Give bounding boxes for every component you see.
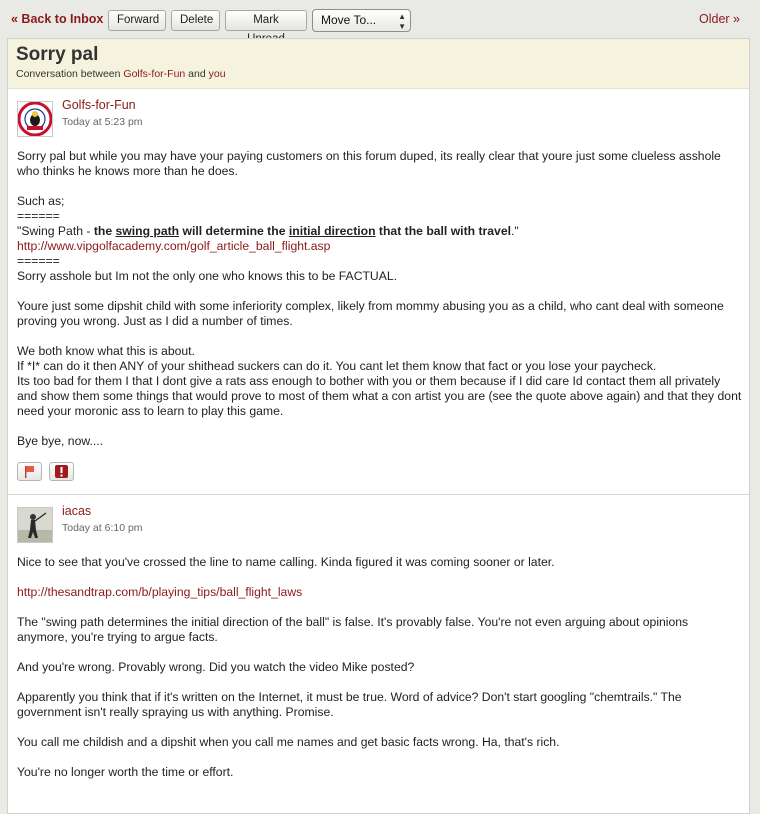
quote-text: swing path: [115, 224, 180, 238]
message-body: [17, 555, 742, 795]
paragraph: The "swing path determines the initial direction of the ball" is false. It's provably false. You're not even arguing about opinions anymore, you're trying to argue facts.: [17, 615, 689, 644]
quote-text: will determine the: [179, 224, 289, 238]
conversation-title: Sorry pal: [16, 44, 99, 65]
mark-unread-button[interactable]: Mark: [225, 10, 307, 31]
message-author[interactable]: Golfs-for-Fun: [62, 98, 136, 112]
paragraph: [17, 194, 742, 284]
paragraph: You call me childish and a dipshit when you call me names and get basic facts wrong. Ha, that's rich.: [17, 735, 560, 749]
article-link[interactable]: http://thesandtrap.com/b/playing_tips/ball_flight_laws: [17, 585, 303, 599]
quote-text: that the ball with travel: [375, 224, 511, 238]
quote-text: .": [510, 224, 519, 238]
message-time: Today at 6:10 pm: [62, 522, 143, 534]
subtitle-prefix: Conversation between: [16, 68, 124, 80]
paragraph: Nice to see that you've crossed the line to name calling. Kinda figured it was coming sooner or later.: [17, 555, 555, 569]
chevron-updown-icon: ▲ ▼: [398, 12, 406, 31]
flag-button[interactable]: [17, 462, 42, 481]
participant-you-link[interactable]: you: [208, 68, 226, 80]
paragraph: And you're wrong. Provably wrong. Did you watch the video Mike posted?: [17, 660, 415, 674]
golf-logo-icon: [18, 102, 52, 136]
conversation-header: [8, 39, 749, 89]
paragraph: Apparently you think that if it's written on the Internet, it must be true. Word of advice? Don't start googling "chemtrails." The government isn't really spraying us with anything. Promise.: [17, 690, 682, 719]
text-line: ======: [17, 209, 60, 223]
text-line: Such as;: [17, 194, 65, 208]
report-button[interactable]: [49, 462, 74, 481]
quote-text: "Swing Path -: [17, 224, 94, 238]
paragraph: [17, 585, 742, 600]
participant-link[interactable]: Golfs-for-Fun: [123, 68, 186, 80]
text-line: Sorry asshole but Im not the only one who knows this to be FACTUAL.: [17, 269, 398, 283]
quote-text: initial direction: [288, 224, 376, 238]
paragraph: [17, 344, 742, 419]
report-icon: [50, 463, 73, 480]
paragraph: You're no longer worth the time or effort.: [17, 765, 234, 779]
move-to-label: Move To...: [321, 13, 377, 27]
message-body: [17, 149, 742, 464]
delete-button[interactable]: Delete: [171, 10, 220, 31]
conversation-participants: [16, 68, 226, 80]
message-1: [8, 89, 749, 494]
paragraph: Youre just some dipshit child with some inferiority complex, likely from mommy abusing you as a child, who cant deal with someone proving you wrong. Just as I did a number of times.: [17, 299, 724, 328]
paragraph: Bye bye, now....: [17, 434, 104, 448]
text-line: ======: [17, 254, 60, 268]
back-to-inbox-link[interactable]: « Back to Inbox: [11, 12, 104, 26]
text-line: We both know what this is about.: [17, 344, 195, 358]
conversation-panel: [7, 38, 750, 814]
subtitle-and: and: [185, 68, 209, 80]
avatar[interactable]: [17, 101, 53, 137]
article-link[interactable]: http://www.vipgolfacademy.com/golf_article_ball_flight.asp: [17, 239, 331, 253]
older-link[interactable]: Older »: [699, 12, 740, 26]
message-time: Today at 5:23 pm: [62, 116, 143, 128]
quote-text: the: [93, 224, 116, 238]
forward-button[interactable]: Forward: [108, 10, 166, 31]
toolbar: [0, 0, 760, 38]
quote-line: [17, 224, 519, 238]
text-line: Its too bad for them I that I dont give a rats ass enough to bother with you or them because if I did care Id contact them all privately and show them some things that would prove to most of them what a con artist you are (see the quote above again) and that they dont need your moronic ass to learn to play this game.: [17, 374, 742, 418]
golfer-photo-icon: [18, 508, 52, 542]
avatar[interactable]: [17, 507, 53, 543]
flag-icon: [18, 463, 41, 480]
message-author[interactable]: iacas: [62, 504, 92, 518]
text-line: If *I* can do it then ANY of your shithead suckers can do it. You cant let them know that fact or you lose your paycheck.: [17, 359, 657, 373]
message-2: [8, 495, 749, 813]
paragraph: Sorry pal but while you may have your paying customers on this forum duped, its really clear that youre just some clueless asshole who thinks he knows more than he does.: [17, 149, 721, 178]
move-to-select[interactable]: [312, 9, 411, 32]
